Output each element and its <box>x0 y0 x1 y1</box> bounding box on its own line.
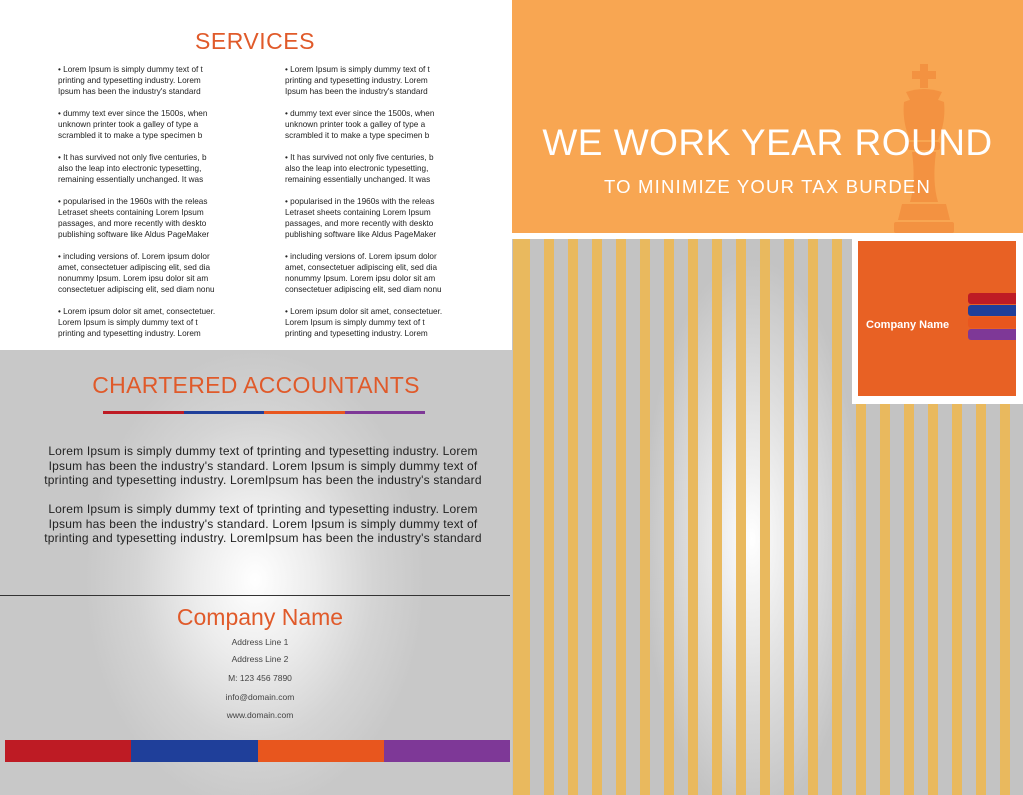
service-bullet: • Lorem ipsum dolor sit amet, consectetuer. Lorem Ipsum is simply dummy text of t printing and typesetting industry. Lorem <box>58 307 216 338</box>
service-bullet: • popularised in the 1960s with the releas Letraset sheets containing Lorem Ipsum passages, and more recently with deskto publishing software like Aldus PageMaker <box>58 197 210 239</box>
email: info@domain.com <box>225 692 295 702</box>
services-column-left <box>58 64 254 350</box>
divider <box>0 595 510 596</box>
services-column-right <box>285 64 481 350</box>
cover-headline: WE WORK YEAR ROUND <box>542 122 993 163</box>
service-bullet: • including versions of. Lorem ipsum dolor amet, consectetuer adipiscing elit, sed dia nonummy Ipsum. Lorem ipsu dolor sit am consectetuer adipiscing elit, sed diam nonu <box>58 252 215 294</box>
color-rule <box>103 411 425 414</box>
service-bullet: • popularised in the 1960s with the releas Letraset sheets containing Lorem Ipsum passages, and more recently with deskto publishing software like Aldus PageMaker <box>285 197 437 239</box>
service-bullet: • It has survived not only five centuries, b also the leap into electronic typesetting, remaining essentially unchanged. It was <box>285 153 434 184</box>
color-footer-bar <box>5 740 510 762</box>
accountants-title: CHARTERED ACCOUNTANTS <box>92 372 420 398</box>
address-line-1: Address Line 1 <box>231 637 289 647</box>
service-bullet: • Lorem Ipsum is simply dummy text of t printing and typesetting industry. Lorem Ipsum has been the industry's standard <box>285 65 430 96</box>
accountants-section <box>0 350 512 795</box>
service-bullet: • dummy text ever since the 1500s, when unknown printer took a galley of type a scrambled it to make a type specimen b <box>285 109 435 140</box>
logo-color-bars <box>968 293 1016 341</box>
cover-header <box>512 0 1023 233</box>
contact-company-name: Company Name <box>176 604 344 630</box>
accountants-paragraph: Lorem Ipsum is simply dummy text of tprinting and typesetting industry. Lorem Ipsum has been the industry's standard. Lorem Ipsum is simply dummy text of tprinting and typesetting industry. LoremIpsum has been the industry's standard <box>44 502 482 546</box>
service-bullet: • It has survived not only five centuries, b also the leap into electronic typesetting, remaining essentially unchanged. It was <box>58 153 207 184</box>
cover-panel <box>512 0 1023 795</box>
service-bullet: • Lorem Ipsum is simply dummy text of t printing and typesetting industry. Lorem Ipsum has been the industry's standard <box>58 65 203 96</box>
services-title: SERVICES <box>195 28 315 54</box>
website: www.domain.com <box>226 710 294 720</box>
logo-company-name: Company Name <box>866 319 950 331</box>
phone: M: 123 456 7890 <box>228 673 292 683</box>
accountants-paragraph: Lorem Ipsum is simply dummy text of tprinting and typesetting industry. Lorem Ipsum has been the industry's standard. Lorem Ipsum is simply dummy text of tprinting and typesetting industry. LoremIpsum has been the industry's standard <box>44 444 482 488</box>
service-bullet: • including versions of. Lorem ipsum dolor amet, consectetuer adipiscing elit, sed dia nonummy Ipsum. Lorem ipsu dolor sit am consectetuer adipiscing elit, sed diam nonu <box>285 252 442 294</box>
address-line-2: Address Line 2 <box>231 654 289 664</box>
service-bullet: • Lorem ipsum dolor sit amet, consectetuer. Lorem Ipsum is simply dummy text of t printing and typesetting industry. Lorem <box>285 307 443 338</box>
service-bullet: • dummy text ever since the 1500s, when unknown printer took a galley of type a scrambled it to make a type specimen b <box>58 109 208 140</box>
logo-frame <box>852 233 1023 404</box>
cover-subline: TO MINIMIZE YOUR TAX BURDEN <box>603 176 932 197</box>
services-section <box>0 0 512 350</box>
